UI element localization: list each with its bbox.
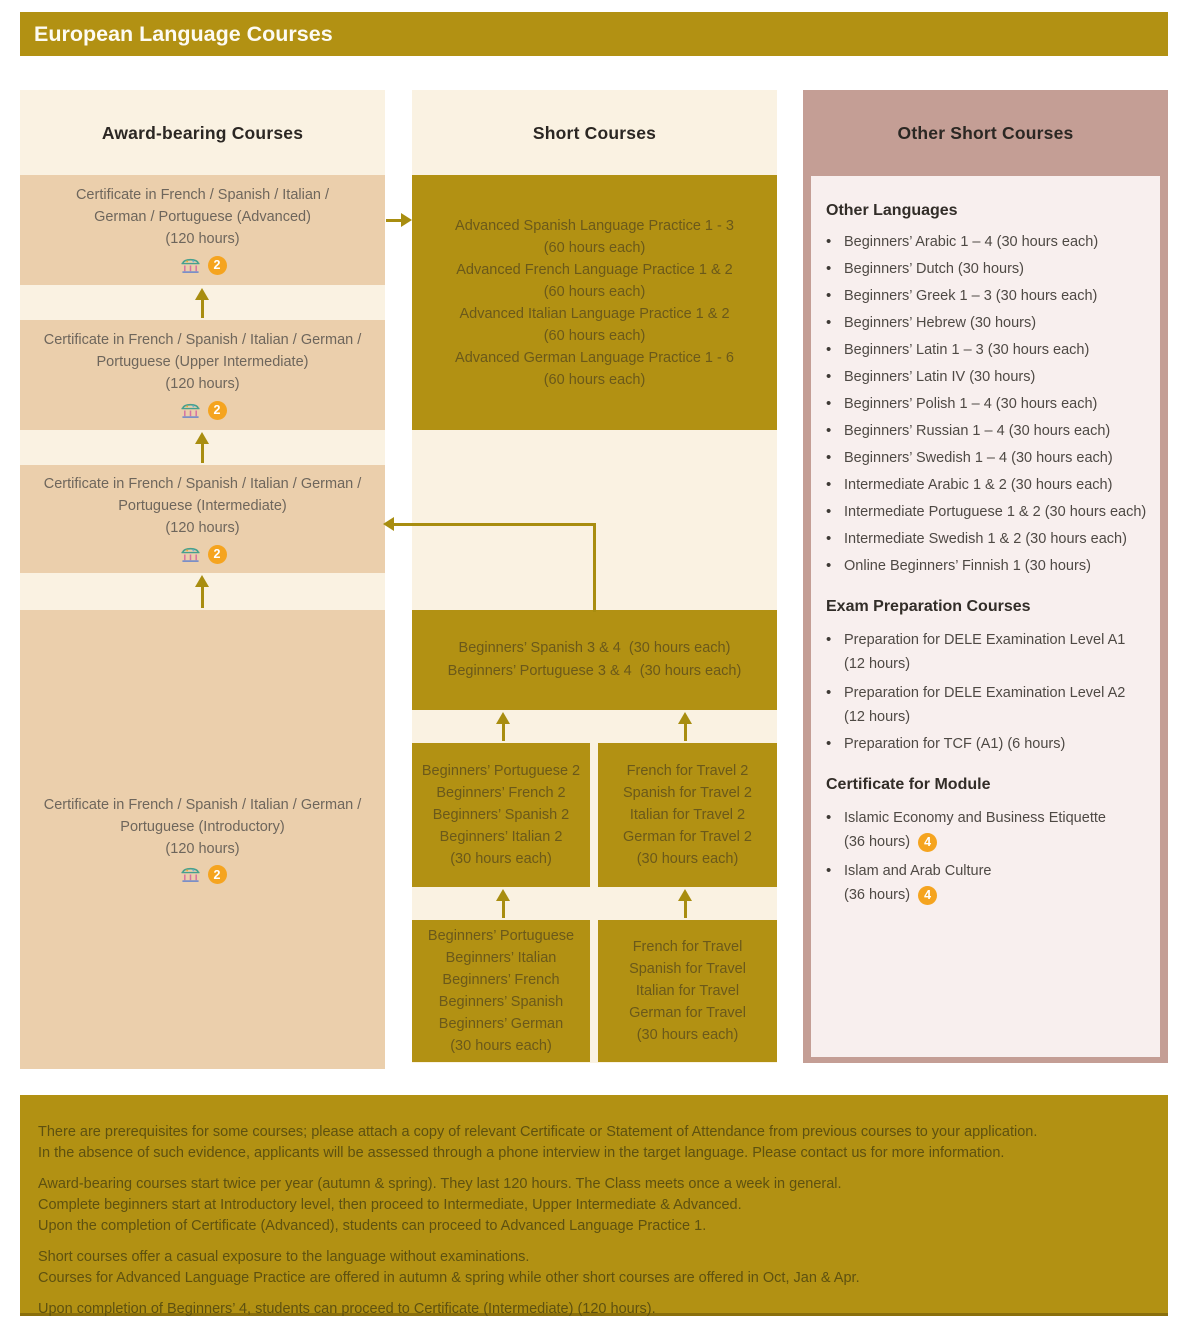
- up-arrow-icon: [496, 712, 510, 741]
- right-arrow-icon: [401, 213, 412, 227]
- institution-icon: [179, 545, 202, 564]
- course-item-hours: (36 hours): [844, 887, 911, 903]
- course-count-badge: 2: [208, 401, 227, 420]
- course-line: Beginners’ Italian 2: [439, 829, 563, 845]
- page-title-bar: [20, 12, 1168, 56]
- course-line: Advanced Spanish Language Practice 1 - 3: [455, 217, 734, 234]
- course-item-label: Online Beginners’ Finnish 1 (30 hours): [844, 558, 1091, 574]
- certificate-line: Certificate in French / Spanish / Italian / German /: [43, 796, 362, 813]
- certificate-line: (120 hours): [165, 231, 240, 247]
- course-line: Advanced Italian Language Practice 1 & 2: [459, 305, 730, 322]
- beginners-2-box: [412, 743, 590, 887]
- section-heading-exam-preparation: Exam Preparation Courses: [826, 598, 1031, 615]
- course-item-label: Beginners’ Latin 1 – 3 (30 hours each): [844, 342, 1090, 358]
- course-line: (60 hours each): [543, 371, 646, 388]
- course-item: [826, 628, 1152, 676]
- note-line: Award-bearing courses start twice per year (autumn & spring). They last 120 hours. The Class meets once a week in general.: [38, 1176, 842, 1192]
- course-line: (30 hours each): [450, 1038, 552, 1054]
- course-line: French for Travel: [632, 939, 743, 955]
- course-item: [826, 529, 1152, 549]
- course-line: Beginners’ French 2: [436, 785, 566, 801]
- note-paragraph: [38, 1122, 1150, 1164]
- certificate-advanced-box: [20, 175, 385, 285]
- course-line: (60 hours each): [543, 283, 646, 300]
- course-item: [826, 367, 1152, 387]
- course-item: [826, 232, 1152, 252]
- course-item: [826, 734, 1152, 754]
- certificate-upper-intermediate-box: [20, 320, 385, 430]
- course-item-label: Beginners’ Polish 1 – 4 (30 hours each): [844, 396, 1098, 412]
- icon-row: [179, 543, 227, 565]
- certificate-line: Portuguese (Introductory): [120, 818, 285, 835]
- bullet-icon: [826, 286, 844, 306]
- up-arrow-icon: [195, 288, 209, 318]
- course-item: [826, 394, 1152, 414]
- course-item-label: Beginners’ Swedish 1 – 4 (30 hours each): [844, 450, 1113, 466]
- course-item: [826, 502, 1152, 522]
- certificate-line: (120 hours): [165, 840, 240, 857]
- bullet-icon: [826, 313, 844, 333]
- certificate-introductory-box: [20, 610, 385, 1069]
- course-line: Italian for Travel: [635, 983, 740, 999]
- course-item-label: Beginners’ Hebrew (30 hours): [844, 315, 1037, 331]
- course-item-label: Preparation for DELE Examination Level A1: [844, 632, 1126, 648]
- course-count-badge: 2: [208, 545, 227, 564]
- note-paragraph: [38, 1174, 1150, 1237]
- course-line: German for Travel: [629, 1005, 746, 1021]
- course-item-hours: (12 hours): [844, 709, 911, 725]
- note-line: Courses for Advanced Language Practice are offered in autumn & spring while other short courses are offered in Oct, Jan & Apr.: [38, 1270, 860, 1286]
- bullet-icon: [826, 529, 844, 549]
- course-line: Beginners’ Portuguese 2: [421, 763, 581, 779]
- award-column-header: Award-bearing Courses: [101, 123, 304, 143]
- course-item-label: Beginners’ Arabic 1 – 4 (30 hours each): [844, 234, 1099, 250]
- course-item: [826, 259, 1152, 279]
- course-line: Advanced German Language Practice 1 - 6: [455, 349, 734, 366]
- bullet-icon: [826, 340, 844, 360]
- course-line: German for Travel 2: [623, 829, 752, 845]
- note-line: Complete beginners start at Introductory level, then proceed to Intermediate, Upper Intermediate & Advanced.: [38, 1197, 742, 1213]
- bullet-icon: [826, 628, 844, 676]
- course-line: (60 hours each): [543, 327, 646, 344]
- course-item-label: Intermediate Portuguese 1 & 2 (30 hours each): [844, 504, 1147, 520]
- bullet-icon: [826, 421, 844, 441]
- course-line: Spanish for Travel 2: [623, 785, 752, 801]
- course-item-hours: (12 hours): [844, 656, 911, 672]
- course-line: Beginners’ Spanish: [438, 994, 564, 1010]
- course-item-label: Beginners’ Russian 1 – 4 (30 hours each): [844, 423, 1111, 439]
- course-item-label: Intermediate Arabic 1 & 2 (30 hours each): [844, 477, 1113, 493]
- elbow-connector-vertical: [593, 523, 596, 612]
- up-arrow-icon: [678, 889, 692, 918]
- course-line: Spanish for Travel: [629, 961, 746, 977]
- certificate-line: Certificate in French / Spanish / Italian / German /: [43, 476, 362, 492]
- course-line: Beginners’ Portuguese: [427, 928, 575, 944]
- note-line: In the absence of such evidence, applicants will be assessed through a phone interview in the target language. Please contact us for more information.: [38, 1145, 1005, 1161]
- page-title: European Language Courses: [34, 22, 333, 46]
- travel-2-box: [598, 743, 777, 887]
- bullet-icon: [826, 259, 844, 279]
- up-arrow-icon: [195, 432, 209, 463]
- up-arrow-icon: [678, 712, 692, 741]
- course-item-label: Islamic Economy and Business Etiquette: [844, 810, 1106, 826]
- bullet-icon: [826, 734, 844, 754]
- course-item-label: Preparation for TCF (A1) (6 hours): [844, 736, 1066, 752]
- certificate-line: (120 hours): [165, 520, 240, 536]
- course-item: [826, 421, 1152, 441]
- advanced-practice-box: [412, 175, 777, 430]
- left-arrow-icon: [383, 517, 394, 531]
- course-item-label: Intermediate Swedish 1 & 2 (30 hours each): [844, 531, 1127, 547]
- course-line: Beginners’ Italian: [445, 950, 557, 966]
- course-line: (30 hours each): [636, 851, 739, 867]
- bullet-icon: [826, 502, 844, 522]
- course-item: [826, 556, 1152, 576]
- course-item-label: Beginners’ Dutch (30 hours): [844, 261, 1024, 277]
- course-line: Beginners’ German: [438, 1016, 564, 1032]
- institution-icon: [179, 256, 202, 275]
- course-count-badge: 2: [208, 256, 227, 275]
- course-line: Advanced French Language Practice 1 & 2: [456, 261, 733, 278]
- course-item-hours: (36 hours): [844, 834, 911, 850]
- certificate-line: Portuguese (Intermediate): [118, 498, 287, 514]
- certificate-line: German / Portuguese (Advanced): [94, 209, 311, 225]
- note-line: Short courses offer a casual exposure to the language without examinations.: [38, 1249, 530, 1265]
- course-item-label: Beginners’ Latin IV (30 hours): [844, 369, 1036, 385]
- course-line: Beginners’ Spanish 2: [432, 807, 570, 823]
- certificate-line: Portuguese (Upper Intermediate): [96, 354, 309, 370]
- course-item: [826, 681, 1152, 729]
- bullet-icon: [826, 367, 844, 387]
- note-line: Upon completion of Beginners’ 4, students can proceed to Certificate (Intermediate) (120 hours).: [38, 1301, 656, 1317]
- section-heading-other-languages: Other Languages: [826, 202, 958, 219]
- course-item-label: Beginners’ Greek 1 – 3 (30 hours each): [844, 288, 1098, 304]
- certificate-intermediate-box: [20, 465, 385, 573]
- bullet-icon: [826, 232, 844, 252]
- course-count-badge: 4: [918, 886, 937, 905]
- beginners-1-box: [412, 920, 590, 1062]
- icon-row: [179, 399, 227, 421]
- up-arrow-icon: [496, 889, 510, 918]
- other-short-courses-header: Other Short Courses: [897, 123, 1074, 143]
- icon-row: [179, 254, 227, 276]
- note-line: There are prerequisites for some courses; please attach a copy of relevant Certificate or Statement of Attendance from previous courses to your application.: [38, 1124, 1038, 1140]
- course-line: Beginners’ French: [442, 972, 560, 988]
- course-count-badge: 4: [918, 833, 937, 852]
- course-line: (60 hours each): [543, 239, 646, 256]
- certificate-line: Certificate in French / Spanish / Italian / German /: [43, 332, 362, 348]
- course-item: [826, 340, 1152, 360]
- other-short-courses-column: [803, 90, 1168, 1063]
- short-courses-header: Short Courses: [532, 123, 657, 143]
- institution-icon: [179, 865, 202, 884]
- bullet-icon: [826, 681, 844, 729]
- certificate-line: Certificate in French / Spanish / Italian /: [75, 187, 330, 203]
- note-line: Upon the completion of Certificate (Advanced), students can proceed to Advanced Language Practice 1.: [38, 1218, 707, 1234]
- elbow-connector-horizontal: [393, 523, 596, 526]
- travel-1-box: [598, 920, 777, 1062]
- beginners-3-4-box: [412, 610, 777, 710]
- course-line: (30 hours each): [636, 1027, 739, 1043]
- note-paragraph: [38, 1247, 1150, 1289]
- course-line: Beginners’ Spanish 3 & 4 (30 hours each): [458, 640, 731, 656]
- section-heading-certificate-for-module: Certificate for Module: [826, 776, 991, 793]
- bullet-icon: [826, 806, 844, 854]
- course-item: [826, 806, 1152, 854]
- up-arrow-icon: [195, 575, 209, 608]
- bullet-icon: [826, 448, 844, 468]
- bullet-icon: [826, 475, 844, 495]
- course-line: (30 hours each): [450, 851, 552, 867]
- institution-icon: [179, 401, 202, 420]
- icon-row: [179, 864, 227, 886]
- notes-panel: [20, 1095, 1168, 1316]
- course-item-label: Islam and Arab Culture: [844, 863, 992, 879]
- other-courses-body: [811, 176, 1160, 1057]
- course-line: Italian for Travel 2: [629, 807, 746, 823]
- bullet-icon: [826, 394, 844, 414]
- course-item: [826, 475, 1152, 495]
- course-line: Beginners’ Portuguese 3 & 4 (30 hours each): [447, 663, 742, 679]
- course-item: [826, 313, 1152, 333]
- course-item: [826, 448, 1152, 468]
- note-paragraph: [38, 1299, 1150, 1320]
- course-item: [826, 286, 1152, 306]
- course-item-label: Preparation for DELE Examination Level A2: [844, 685, 1126, 701]
- bullet-icon: [826, 859, 844, 907]
- bullet-icon: [826, 556, 844, 576]
- course-item: [826, 859, 1152, 907]
- course-count-badge: 2: [208, 865, 227, 884]
- certificate-line: (120 hours): [165, 376, 240, 392]
- course-line: French for Travel 2: [626, 763, 749, 779]
